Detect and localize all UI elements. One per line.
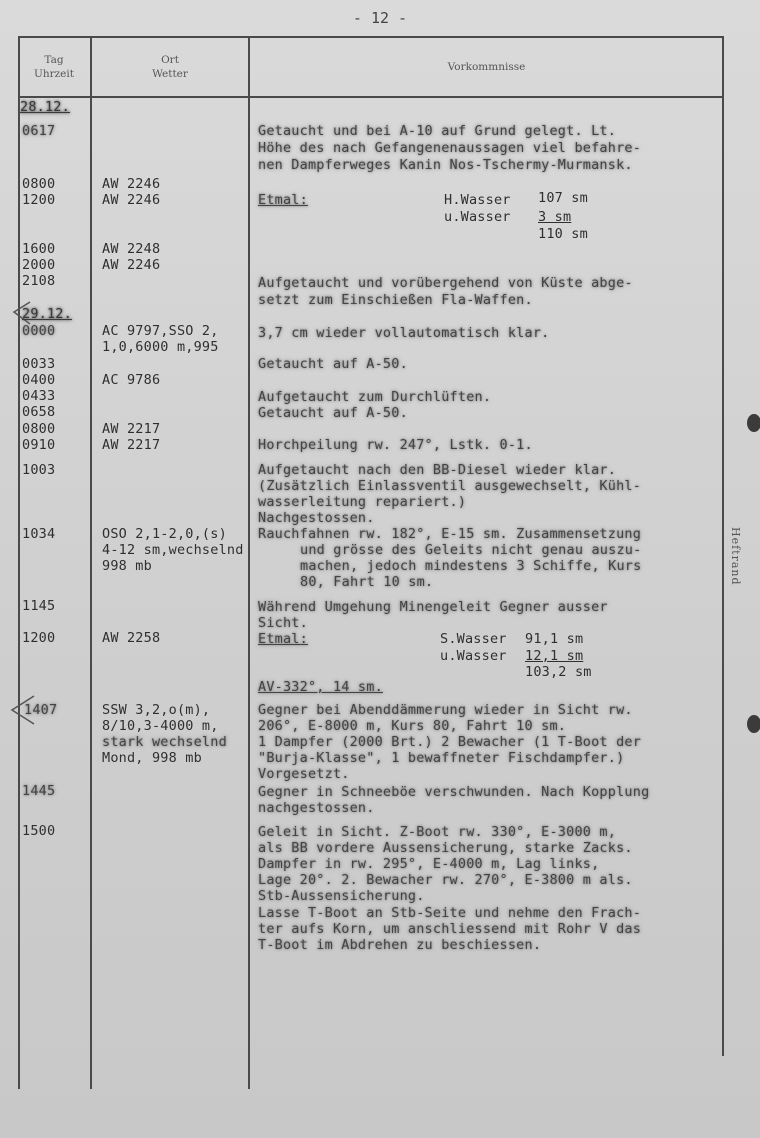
event-0617-line1: Getaucht und bei A-10 auf Grund gelegt. Lt. [258,123,617,139]
tide-low-value-1: 3 sm [538,209,572,225]
event-0033: Getaucht auf A-50. [258,356,408,372]
time-1034: 1034 [22,526,56,542]
etmal-label-1: Etmal: [258,192,308,208]
event-1445-line2: nachgestossen. [258,800,375,816]
tide-high-value-1: 107 sm [538,190,588,206]
page-number: - 12 - [352,9,408,27]
event-1003-line1: Aufgetaucht nach den BB-Diesel wieder klar. [258,462,617,478]
event-1034-line2: und grösse des Geleits nicht genau auszu- [300,542,642,558]
event-1500-line6: Lasse T-Boot an Stb-Seite und nehme den Frach- [258,905,642,921]
event-1034-line4: 80, Fahrt 10 sm. [300,574,434,590]
table-header [18,36,723,98]
event-0910: Horchpeilung rw. 247°, Lstk. 0-1. [258,437,533,453]
place-1034-line3: 998 mb [102,558,152,574]
event-1407-line4: "Burja-Klasse", 1 bewaffneter Fischdampfer.) [258,750,625,766]
date-28-12: 28.12. [20,99,70,115]
event-1407-line1: Gegner bei Abenddämmerung wieder in Sicht rw. [258,702,633,718]
event-0000: 3,7 cm wieder vollautomatisch klar. [258,325,550,341]
event-1500-line2: als BB vordere Aussensicherung, starke Zacks. [258,840,633,856]
time-1600: 1600 [22,241,56,257]
time-0617: 0617 [22,123,56,139]
time-0000: 0000 [22,323,56,339]
header-time-label: Uhrzeit [34,68,74,80]
event-0658: Getaucht auf A-50. [258,405,408,421]
place-1200: AW 2246 [102,192,161,208]
place-1200-b: AW 2258 [102,630,161,646]
time-1445: 1445 [22,783,56,799]
time-2108: 2108 [22,273,56,289]
event-2108-line2: setzt zum Einschießen Fla-Waffen. [258,292,533,308]
place-0910: AW 2217 [102,437,161,453]
header-date-label: Tag [44,54,64,66]
event-1407-line5: Vorgesetzt. [258,766,350,782]
tide-total-1: 110 sm [538,226,588,242]
time-0033: 0033 [22,356,56,372]
tide-high-label-2: S.Wasser [440,631,507,647]
tide-low-label-2: u.Wasser [440,648,507,664]
etmal-label-2: Etmal: [258,631,308,647]
rule-right [722,36,724,1056]
event-1500-line1: Geleit in Sicht. Z-Boot rw. 330°, E-3000 m, [258,824,617,840]
time-1200: 1200 [22,192,56,208]
event-0617-line2: Höhe des nach Gefangenenaussagen viel befahre- [258,140,642,156]
header-col-date [18,38,90,96]
event-1145-line1: Während Umgehung Minengeleit Gegner ausser [258,599,608,615]
place-0800-b: AW 2217 [102,421,161,437]
header-col-place [92,38,248,96]
event-1500-line4: Lage 20°. 2. Bewacher rw. 270°, E-3800 m als. [258,872,633,888]
tide-low-value-2: 12,1 sm [525,648,584,664]
event-1003-line3: wasserleitung repariert.) [258,494,467,510]
place-1034-line2: 4-12 sm,wechselnd [102,542,244,558]
time-0433: 0433 [22,388,56,404]
punch-hole-top [747,414,760,432]
rule-left [18,36,20,1089]
place-1407-line1: SSW 3,2,o(m), [102,702,211,718]
event-1445-line1: Gegner in Schneeböe verschwunden. Nach Kopplung [258,784,650,800]
tide-low-label-1: u.Wasser [444,209,511,225]
event-1500-line8: T-Boot im Abdrehen zu beschiessen. [258,937,542,953]
date-29-12: 29.12. [22,306,72,322]
time-1407: 1407 [24,702,58,718]
place-0000-line1: AC 9797,SSO 2, [102,323,219,339]
time-1500: 1500 [22,823,56,839]
place-1407-line3: stark wechselnd [102,734,227,750]
time-0910: 0910 [22,437,56,453]
time-1003: 1003 [22,462,56,478]
place-1034-line1: OSO 2,1-2,0,(s) [102,526,227,542]
place-2000: AW 2246 [102,257,161,273]
place-1407-line2: 8/10,3-4000 m, [102,718,219,734]
event-1407-line3: 1 Dampfer (2000 Brt.) 2 Bewacher (1 T-Boot der [258,734,642,750]
place-0400: AC 9786 [102,372,161,388]
place-0000-line2: 1,0,6000 m,995 [102,339,219,355]
rule-col2 [248,36,250,1089]
time-2000: 2000 [22,257,56,273]
event-1500-line5: Stb-Aussensicherung. [258,888,425,904]
heading-distance: AV-332°, 14 sm. [258,679,383,695]
place-1600: AW 2248 [102,241,161,257]
event-2108-line1: Aufgetaucht und vorübergehend von Küste abge- [258,275,633,291]
tide-total-2: 103,2 sm [525,664,592,680]
header-events-label: Vorkommnisse [447,61,526,73]
event-1407-line2: 206°, E-8000 m, Kurs 80, Fahrt 10 sm. [258,718,567,734]
header-weather-label: Wetter [152,68,188,80]
time-1200-b: 1200 [22,630,56,646]
punch-hole-bottom [747,715,760,733]
margin-label: Heftrand [729,527,742,586]
time-0400: 0400 [22,372,56,388]
rule-col1 [90,36,92,1089]
event-1500-line3: Dampfer in rw. 295°, E-4000 m, Lag links, [258,856,600,872]
event-1500-line7: ter aufs Korn, um anschliessend mit Rohr V das [258,921,642,937]
event-1003-line4: Nachgestossen. [258,510,375,526]
time-0800: 0800 [22,176,56,192]
tide-high-value-2: 91,1 sm [525,631,584,647]
tide-high-label-1: H.Wasser [444,192,511,208]
place-0800: AW 2246 [102,176,161,192]
event-1034-line3: machen, jedoch mindestens 3 Schiffe, Kurs [300,558,642,574]
place-1407-line4: Mond, 998 mb [102,750,202,766]
event-0433: Aufgetaucht zum Durchlüften. [258,389,492,405]
time-0658: 0658 [22,404,56,420]
header-place-label: Ort [161,54,179,66]
header-col-events [250,38,723,96]
event-0617-line3: nen Dampferweges Kanin Nos-Tschermy-Murmansk. [258,157,633,173]
time-0800-b: 0800 [22,421,56,437]
time-1145: 1145 [22,598,56,614]
event-1145-line2: Sicht. [258,615,308,631]
event-1003-line2: (Zusätzlich Einlassventil ausgewechselt, Kühl- [258,478,642,494]
event-1034-line1: Rauchfahnen rw. 182°, E-15 sm. Zusammensetzung [258,526,642,542]
